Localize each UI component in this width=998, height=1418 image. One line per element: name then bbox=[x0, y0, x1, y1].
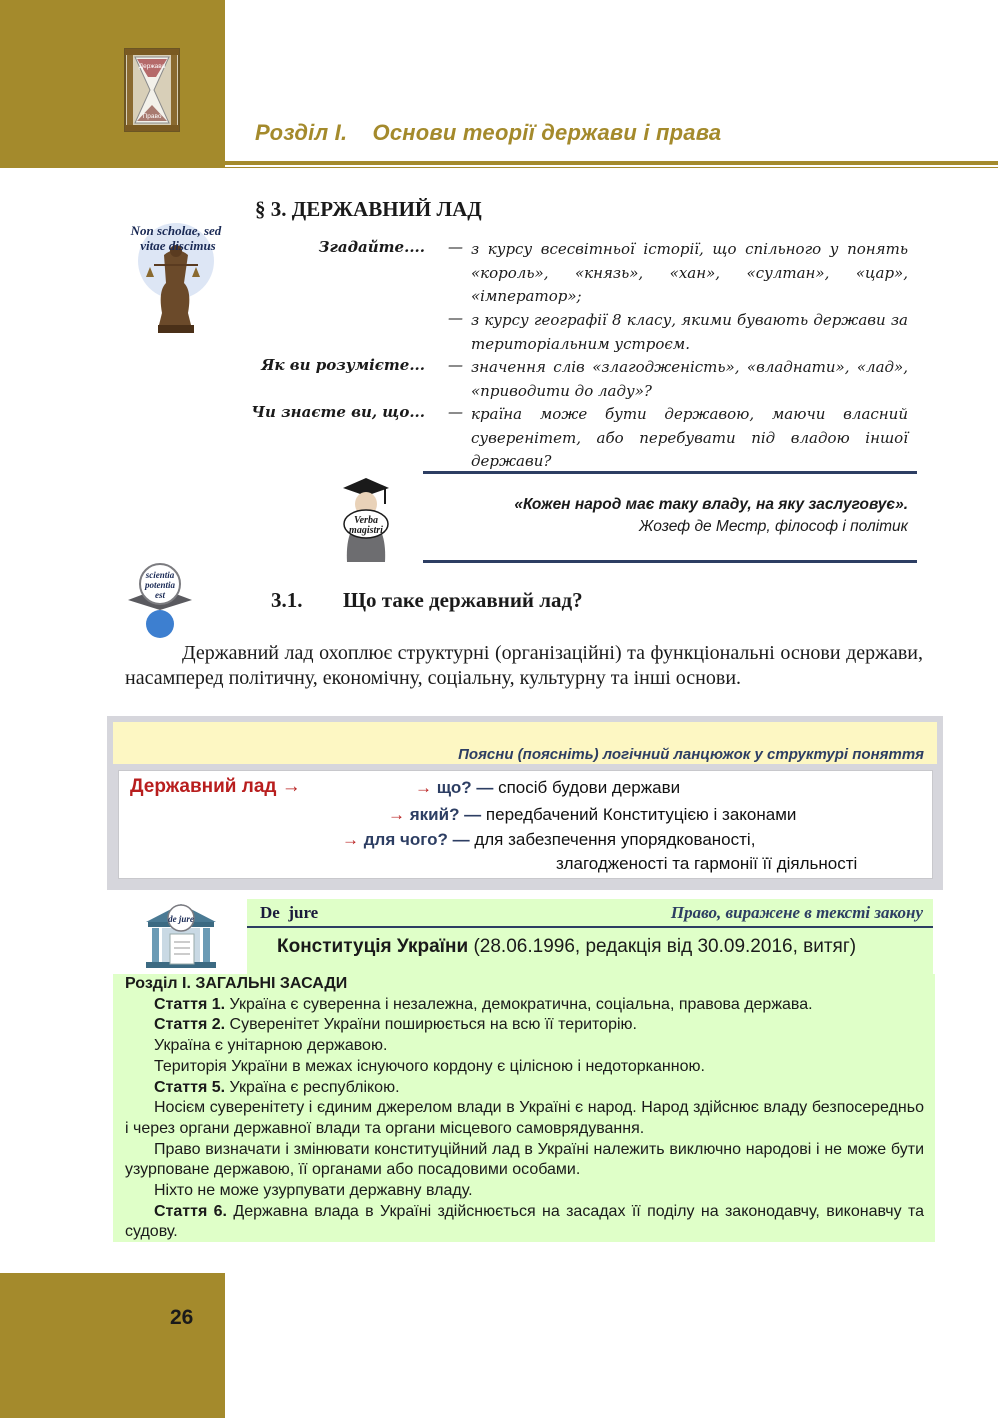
recall-text-sovereignty: країна може бути державою, маючи власний суверенітет, або перебувати під владою іншої держави? bbox=[471, 405, 908, 470]
hourglass-bottom-label: Право bbox=[142, 113, 162, 120]
latin-motto-line1: Non scholae, sed bbox=[130, 223, 222, 238]
hourglass-icon bbox=[123, 47, 181, 133]
chain-item-what-for bbox=[342, 830, 755, 850]
recall-text-geography: з курсу географії 8 класу, якими бувають держави за територіальним устроєм. bbox=[471, 311, 908, 353]
quote-author: Жозеф де Местр, філософ і політик bbox=[639, 518, 908, 535]
courthouse-icon bbox=[140, 900, 222, 972]
logic-chain-heading: Поясни (поясніть) логічний ланцюжок у структурі поняття bbox=[458, 746, 924, 763]
header-divider-thin bbox=[225, 167, 998, 168]
subsection-title: Що таке державний лад? bbox=[343, 588, 583, 612]
scientia-line3: est bbox=[155, 590, 165, 600]
verba-line1: Verba bbox=[354, 515, 378, 526]
constitution-name: Конституція України bbox=[277, 936, 469, 957]
quote-divider-bottom bbox=[423, 560, 917, 563]
chain-answer: спосіб будови держави bbox=[498, 778, 681, 797]
quote-divider-top bbox=[423, 471, 917, 474]
arrow-icon: → bbox=[415, 778, 432, 797]
constitution-paragraph: Україна є унітарною державою. bbox=[154, 1037, 388, 1055]
chapter-title: Розділ І. Основи теорії держави і права bbox=[255, 120, 722, 145]
scientia-line2: potentia bbox=[144, 580, 176, 590]
constitution-article: Стаття 6. Державна влада в Україні здійснюється на засадах її поділу на законодавчу, виконавчу та судову. bbox=[125, 1202, 925, 1241]
chain-answer: передбачений Конституцією і законами bbox=[485, 805, 797, 824]
arrow-icon: → bbox=[342, 830, 359, 849]
teacher-icon bbox=[337, 474, 395, 564]
header-color-band bbox=[0, 0, 225, 168]
chain-item-what bbox=[415, 778, 680, 798]
footer-color-band bbox=[0, 1273, 225, 1418]
recall-dash: — bbox=[448, 309, 463, 327]
constitution-paragraph: Право визначати і змінювати конституційний лад в Україні належить виключно народові і не може бути узурповане державою, її органами або посадовими особами. bbox=[125, 1140, 924, 1179]
constitution-meta: (28.06.1996, редакція від 30.09.2016, витяг) bbox=[473, 936, 857, 957]
body-paragraph: Державний лад охоплює структурні (організаційні) та функціональні основи держави, насамперед політичну, економічну, соціальну, культурну та інші основи. bbox=[125, 642, 923, 689]
recall-dash: — bbox=[448, 356, 463, 374]
dejure-caption: Право, виражене в тексті закону bbox=[670, 903, 923, 922]
chain-answer: для забезпечення упорядкованості, bbox=[474, 830, 756, 849]
subsection-number: 3.1. bbox=[271, 588, 303, 612]
recall-text-words: значення слів «злагодженість», «владнати», «лад», «приводити до ладу»? bbox=[471, 358, 908, 400]
constitution-paragraph: Носієм суверенітету і єдиним джерелом влади в Україні є народ. Народ здійснює владу безпосередньо і через органи державної влади та органи місцевого самоврядування. bbox=[125, 1099, 924, 1137]
quote-text: «Кожен народ має таку владу, на яку заслуговує». bbox=[514, 496, 908, 513]
recall-dash: — bbox=[448, 238, 463, 256]
recall-dash: — bbox=[448, 403, 463, 421]
header-divider bbox=[225, 161, 998, 165]
recall-label-understand: Як ви розумієте... bbox=[261, 356, 425, 374]
dejure-label: De jure bbox=[260, 903, 319, 922]
hourglass-top-label: Держава bbox=[138, 63, 166, 70]
dejure-emblem-text: de jure bbox=[168, 914, 194, 924]
recall-label-know: Чи знаєте ви, що... bbox=[251, 403, 425, 421]
logic-chain-header bbox=[113, 722, 937, 764]
scientia-line1: scientia bbox=[145, 570, 175, 580]
constitution-title bbox=[277, 936, 856, 958]
verba-line2: magistri bbox=[349, 525, 383, 536]
constitution-chapter: Розділ I. ЗАГАЛЬНІ ЗАСАДИ bbox=[125, 975, 348, 992]
latin-motto-line2: vitae discimus bbox=[140, 238, 216, 253]
graduation-globe-icon bbox=[124, 562, 196, 640]
chain-question: який? — bbox=[409, 805, 482, 824]
recall-label-remember: Згадайте.... bbox=[318, 238, 425, 256]
page-number: 26 bbox=[170, 1306, 194, 1329]
chain-item-which bbox=[388, 805, 796, 825]
recall-text-history: з курсу всесвітньої історії, що спільного у понять «король», «князь», «хан», «султан», «цар», «імператор»; bbox=[471, 240, 908, 305]
justice-statue-icon bbox=[124, 215, 224, 337]
constitution-article: Стаття 5. Україна є республікою. bbox=[154, 1078, 400, 1096]
chain-root-concept: Державний лад → bbox=[130, 776, 301, 797]
chain-question: для чого? — bbox=[363, 830, 470, 849]
constitution-excerpt bbox=[125, 974, 924, 1243]
constitution-article: Стаття 2. Суверенітет України поширюється на всю її територію. bbox=[154, 1016, 637, 1034]
arrow-icon: → bbox=[388, 805, 405, 824]
constitution-paragraph: Ніхто не може узурпувати державну владу. bbox=[154, 1182, 473, 1200]
section-title: § 3. ДЕРЖАВНИЙ ЛАД bbox=[255, 197, 482, 221]
chain-item-continuation: злагодженості та гармонії її діяльності bbox=[556, 854, 858, 873]
constitution-article: Стаття 1. Україна є суверенна і незалежна, демократична, соціальна, правова держава. bbox=[154, 995, 813, 1013]
chain-question: що? — bbox=[436, 778, 494, 797]
constitution-paragraph: Територія України в межах існуючого кордону є цілісною і недоторканною. bbox=[154, 1057, 705, 1075]
